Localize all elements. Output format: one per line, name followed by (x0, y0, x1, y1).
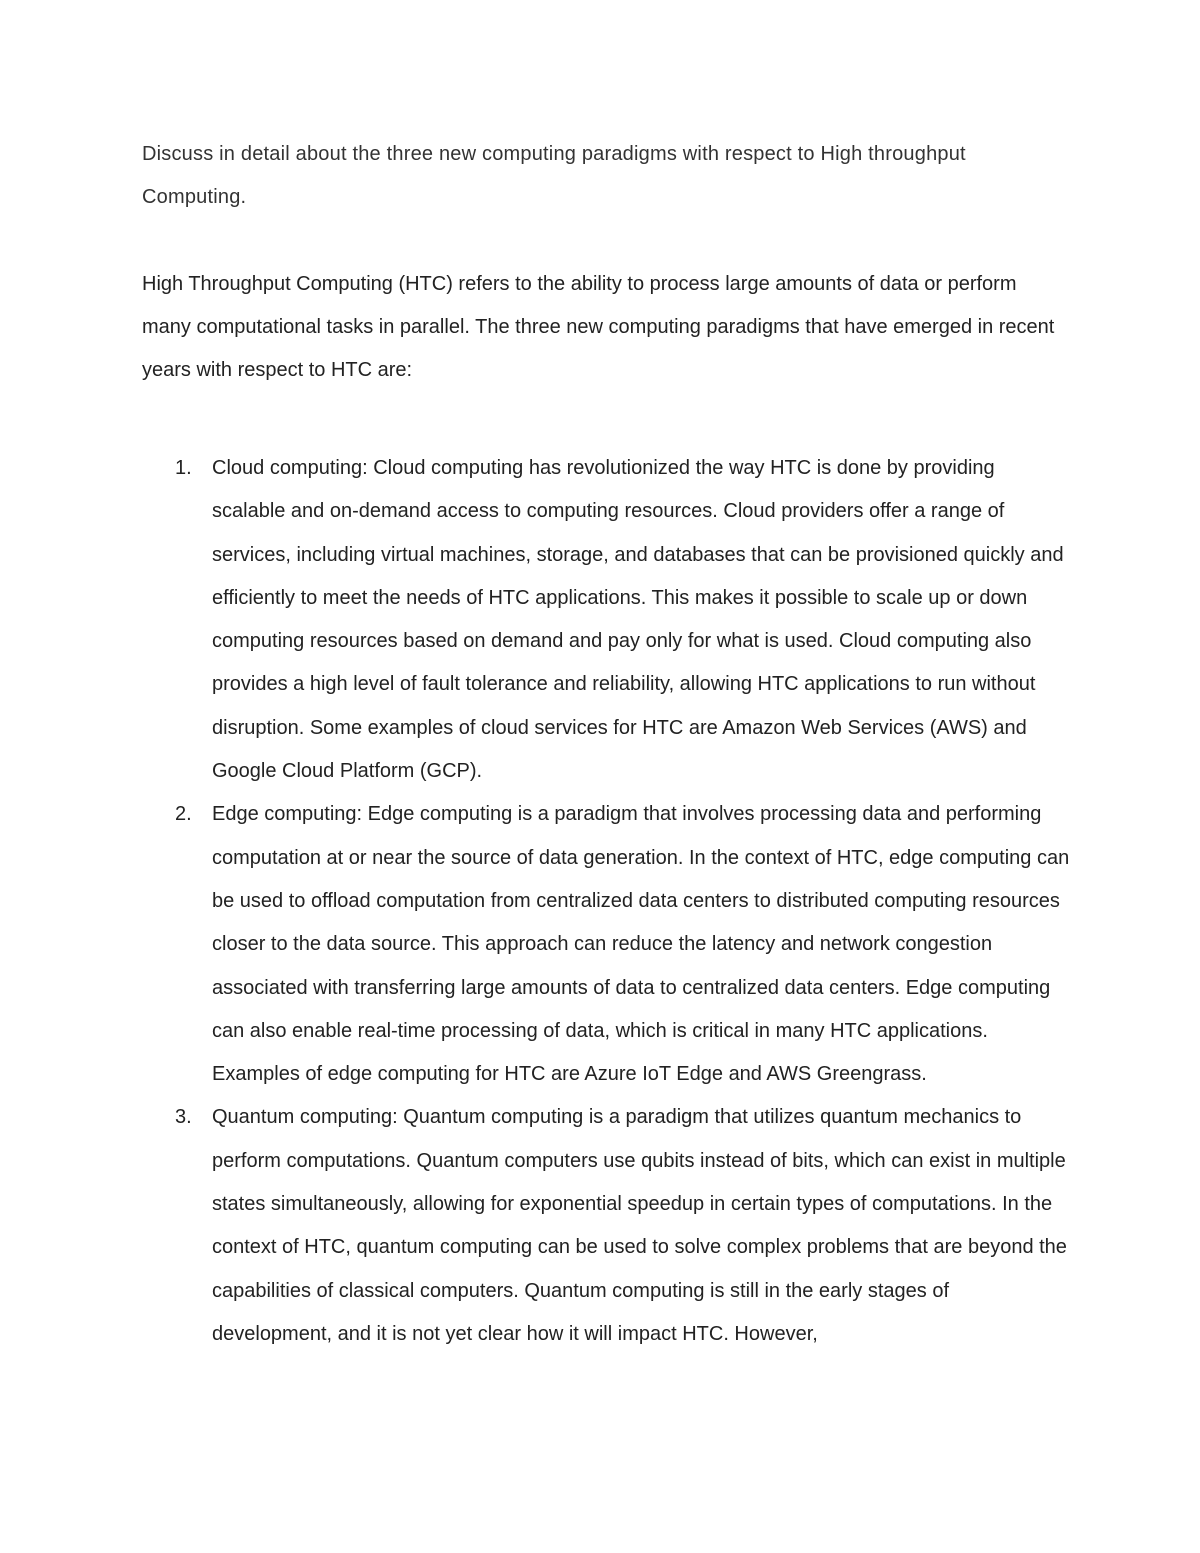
list-item-cloud-computing (142, 447, 1072, 793)
list-item-quantum-computing (142, 1096, 1072, 1356)
paradigm-list (142, 447, 1072, 1356)
list-item-number: 3. (175, 1106, 192, 1129)
list-item-number: 1. (175, 457, 192, 479)
list-item-text: Cloud computing: Cloud computing has revolutionized the way HTC is done by providing scalable and on-demand access to computing resources. Cloud providers offer a range of services, including virtual machines, storage, and databases that can be provisioned quickly and efficiently to meet the needs of HTC applications. This makes it possible to scale up or down computing resources based on demand and pay only for what is used. Cloud computing also provides a high level of fault tolerance and reliability, allowing HTC applications to run without disruption. Some examples of cloud services for HTC are Amazon Web Services (AWS) and Google Cloud Platform (GCP). (212, 457, 1064, 783)
list-item-edge-computing (142, 793, 1072, 1096)
list-item-text: Edge computing: Edge computing is a paradigm that involves processing data and performing computation at or near the source of data generation. In the context of HTC, edge computing can be used to offload computation from centralized data centers to distributed computing resources closer to the data source. This approach can reduce the latency and network congestion associated with transferring large amounts of data to centralized data centers. Edge computing can also enable real-time processing of data, which is critical in many HTC applications. Examples of edge computing for HTC are Azure IoT Edge and AWS Greengrass. (212, 803, 1070, 1086)
list-item-number: 2. (175, 803, 192, 826)
question-heading: Discuss in detail about the three new computing paradigms with respect to High throughput Computing. (142, 143, 966, 208)
list-item-text: Quantum computing: Quantum computing is a paradigm that utilizes quantum mechanics to perform computations. Quantum computers use qubits instead of bits, which can exist in multiple states simultaneously, allowing for exponential speedup in certain types of computations. In the context of HTC, quantum computing can be used to solve complex problems that are beyond the capabilities of classical computers. Quantum computing is still in the early stages of development, and it is not yet clear how it will impact HTC. However, (212, 1106, 1067, 1345)
intro-paragraph: High Throughput Computing (HTC) refers to the ability to process large amounts of data or perform many computational tasks in parallel. The three new computing paradigms that have emerged in recent years with respect to HTC are: (142, 273, 1055, 381)
